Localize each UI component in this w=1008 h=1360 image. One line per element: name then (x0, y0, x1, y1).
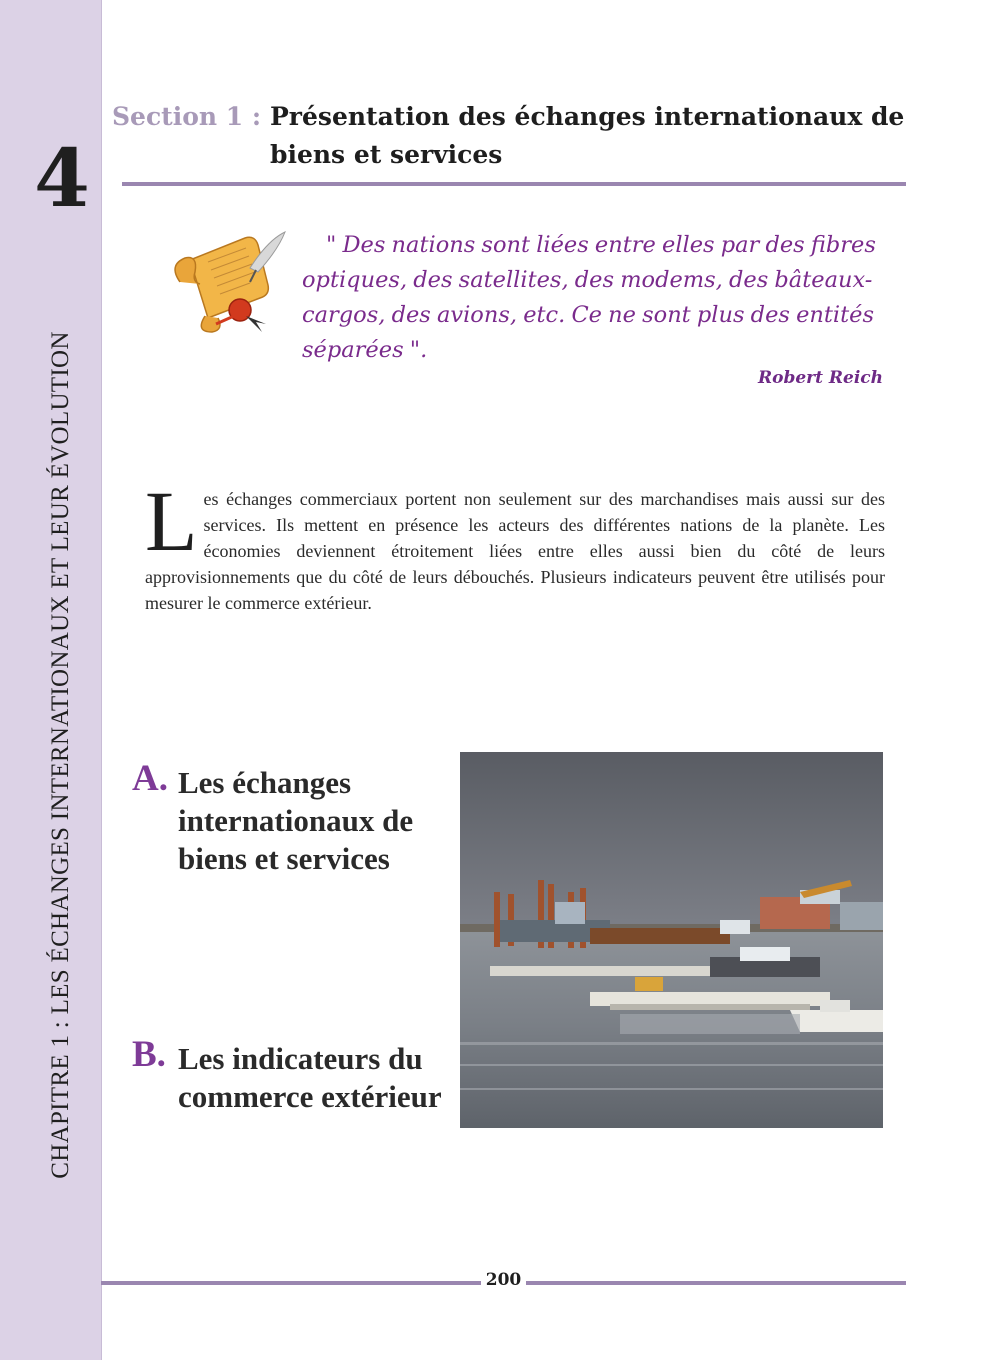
scroll-quill-seal-icon (150, 220, 290, 350)
intro-text: es échanges commerciaux portent non seulement sur des marchandises mais aussi sur des services. Ils mettent en présence les acteurs des différentes nations de la planète. Les économies deviennent étroitement liées entre elles aussi bien du côté de leurs approvisionnements que du côté de leurs débouchés. Plusieurs indicateurs peuvent être utilisés pour mesurer le commerce extérieur. (145, 489, 885, 613)
outline-text: Les échanges internationaux de biens et services (178, 765, 414, 876)
drop-cap: L (145, 473, 198, 569)
outline-letter: B. (132, 1034, 166, 1075)
quote-author: Robert Reich (757, 368, 883, 388)
outline-item-b (132, 1034, 462, 1120)
chapter-title-vertical: CHAPITRE 1 : LES ÉCHANGES INTERNATIONAUX ET LEUR ÉVOLUTION (47, 331, 74, 1179)
section-label: Section 1 : (112, 102, 262, 131)
footer-rule-right (526, 1281, 906, 1285)
page-number: 200 (485, 1270, 522, 1290)
intro-paragraph (145, 473, 885, 616)
section-divider (122, 182, 906, 186)
chapter-number: 4 (34, 131, 90, 225)
harbor-with-cargo-ships-photo (460, 752, 883, 1128)
epigraph-quote: " Des nations sont liées entre elles par des fibres optiques, des satellites, des modems, des bâteaux-cargos, des avions, etc. Ce ne sont plus des entités séparées ". (302, 232, 876, 363)
section-title: Présentation des échanges internationaux de biens et services (270, 102, 905, 169)
outline-letter: A. (132, 758, 168, 799)
outline-item-a (132, 758, 462, 884)
footer-rule-left (101, 1281, 481, 1285)
outline-text: Les indicateurs du commerce extérieur (178, 1041, 442, 1114)
